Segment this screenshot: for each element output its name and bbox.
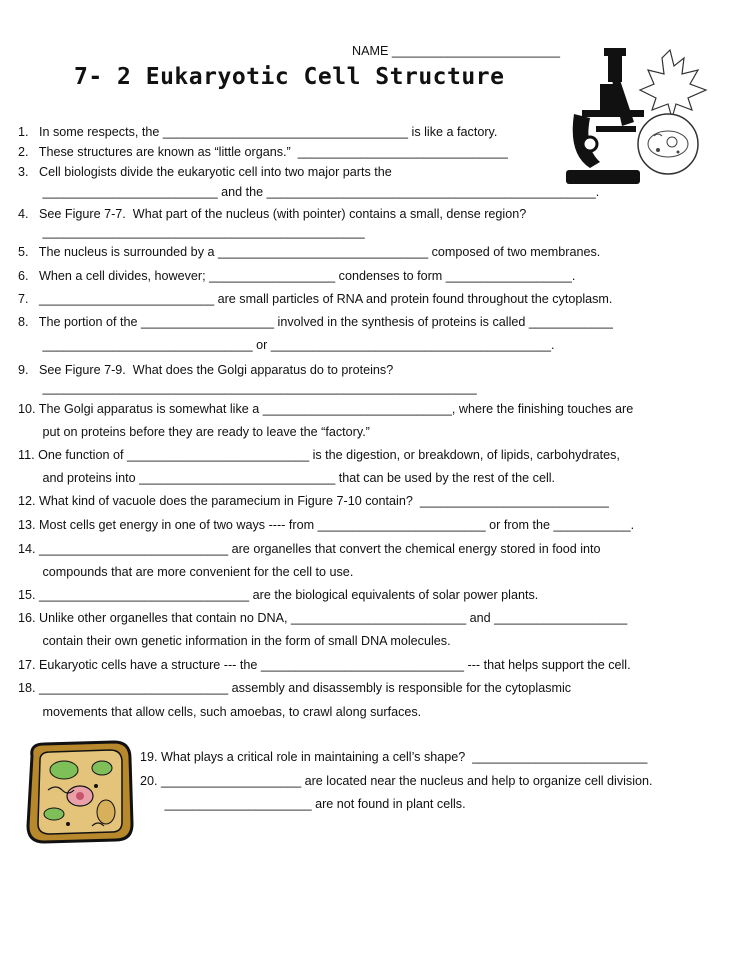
question-7: 7. _________________________ are small particles of RNA and protein found throughout the cytoplasm. xyxy=(18,292,613,306)
question-10: 10. The Golgi apparatus is somewhat like a ___________________________, where the finishing touches are xyxy=(18,402,634,416)
plant-cell-illustration xyxy=(22,738,137,846)
question-9: 9. See Figure 7-9. What does the Golgi apparatus do to proteins? xyxy=(18,363,394,377)
question-13: 13. Most cells get energy in one of two ways ---- from ________________________ or from the ___________. xyxy=(18,518,635,532)
question-12: 12. What kind of vacuole does the paramecium in Figure 7-10 contain? ___________________________ xyxy=(18,494,609,508)
question-5: 5. The nucleus is surrounded by a ______________________________ composed of two membranes. xyxy=(18,245,601,259)
microscope-illustration xyxy=(560,44,710,194)
question-10-cont: put on proteins before they are ready to leave the “factory.” xyxy=(18,425,370,439)
question-16-cont: contain their own genetic information in the form of small DNA molecules. xyxy=(18,634,451,648)
question-11: 11. One function of __________________________ is the digestion, or breakdown, of lipids, carbohydrates, xyxy=(18,448,620,462)
page-title: 7- 2 Eukaryotic Cell Structure xyxy=(74,64,505,90)
question-4-cont: ______________________________________________ xyxy=(18,225,365,239)
cell-diagram-icon xyxy=(638,114,698,174)
question-11-cont: and proteins into ____________________________ that can be used by the rest of the cell. xyxy=(18,471,556,485)
question-3-cont: _________________________ and the _______________________________________________. xyxy=(18,185,600,199)
question-18: 18. ___________________________ assembly and disassembly is responsible for the cytoplasmic xyxy=(18,681,572,695)
question-14: 14. ___________________________ are organelles that convert the chemical energy stored in food into xyxy=(18,542,601,556)
question-3: 3. Cell biologists divide the eukaryotic cell into two major parts the xyxy=(18,165,392,179)
question-8: 8. The portion of the ___________________ involved in the synthesis of proteins is called ____________ xyxy=(18,315,613,329)
question-20-cont: _____________________ are not found in plant cells. xyxy=(140,797,466,811)
question-4: 4. See Figure 7-7. What part of the nucleus (with pointer) contains a small, dense region? xyxy=(18,207,527,221)
question-15: 15. ______________________________ are the biological equivalents of solar power plants. xyxy=(18,588,539,602)
question-2: 2. These structures are known as “little organs.” ______________________________ xyxy=(18,145,508,159)
maple-leaf-icon xyxy=(640,50,706,118)
question-8-cont: ______________________________ or ________________________________________. xyxy=(18,338,555,352)
question-1: 1. In some respects, the ___________________________________ is like a factory. xyxy=(18,125,498,139)
question-9-cont: ______________________________________________________________ xyxy=(18,381,477,395)
name-field: NAME ________________________ xyxy=(352,44,560,58)
question-17: 17. Eukaryotic cells have a structure --- the _____________________________ --- that helps support the cell. xyxy=(18,658,631,672)
question-19: 19. What plays a critical role in maintaining a cell’s shape? _________________________ xyxy=(140,750,648,764)
question-18-cont: movements that allow cells, such amoebas, to crawl along surfaces. xyxy=(18,705,422,719)
question-20: 20. ____________________ are located near the nucleus and help to organize cell division. xyxy=(140,774,653,788)
question-14-cont: compounds that are more convenient for the cell to use. xyxy=(18,565,354,579)
question-6: 6. When a cell divides, however; __________________ condenses to form __________________. xyxy=(18,269,576,283)
question-16: 16. Unlike other organelles that contain no DNA, _________________________ and ___________________ xyxy=(18,611,628,625)
